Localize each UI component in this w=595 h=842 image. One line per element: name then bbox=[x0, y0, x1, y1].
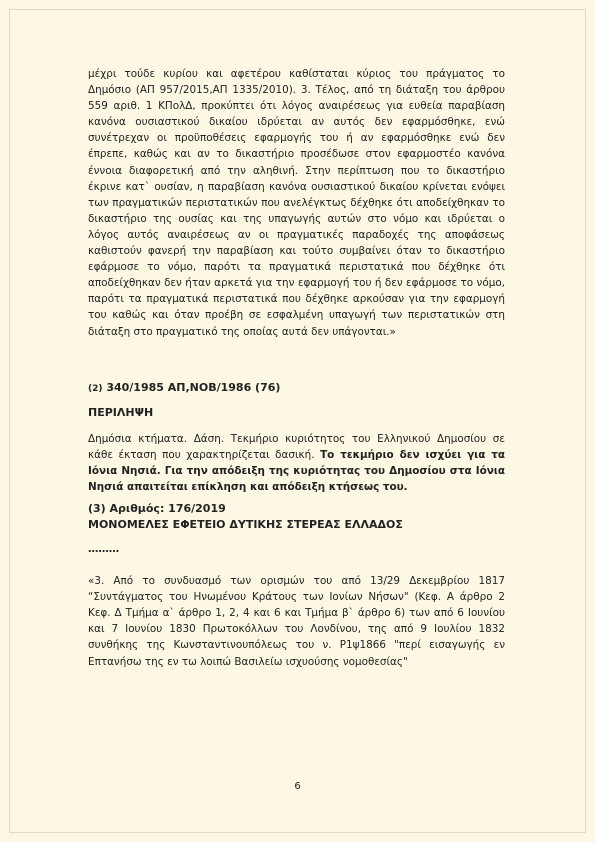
page-number: 6 bbox=[294, 781, 301, 792]
page-content bbox=[88, 66, 505, 670]
summary-paragraph bbox=[88, 431, 505, 495]
case-number: (2) bbox=[88, 383, 103, 394]
case-citation: 340/1985 ΑΠ,ΝΟΒ/1986 (76) bbox=[102, 380, 281, 394]
case-heading-3: (3) Αριθμός: 176/2019 bbox=[88, 501, 226, 515]
ellipsis: ……… bbox=[88, 542, 120, 555]
summary-heading: ΠΕΡΙΛΗΨΗ bbox=[88, 405, 154, 419]
body-paragraph: μέχρι τούδε κυρίου και αφετέρου καθίσταται κύριος του πράγματος το Δημόσιο (ΑΠ 957/2015,ΑΠ 1335/2010). 3. Τέλος, από τη διάταξη του άρθρου 559 αριθ. 1 ΚΠολΔ, προκύπτει ότι λόγος αναιρέσεως για ευθεία παραβίαση κανόνα ουσιαστικού δικαίου ιδρύεται αν αυτός δεν εφαρμόσθηκε, ενώ συνέτρεχαν οι προϋποθέσεις εφαρμογής του ή αν εφαρμόσθηκε ενώ δεν έπρεπε, καθώς και αν το δικαστήριο προσέδωσε στον εφαρμοστέο κανόνα έννοια διαφορετική από την αληθινή. Στην περίπτωση που το δικαστήριο έκρινε κατ` ουσίαν, η παραβίαση κανόνα ουσιαστικού δικαίου κρίνεται ενόψει των πραγματικών περιστατικών που ανελέγκτως δέχθηκε ότι αποδείχθηκαν το δικαστήριο της ουσίας και της υπαγωγής αυτών στο νόμο και ιδρύεται ο λόγος αυτός αναιρέσεως αν οι πραγματικές παραδοχές της αποφάσεως καθιστούν φανερή την παραβίαση και τούτο συμβαίνει όταν το δικαστήριο εφάρμοσε το νόμο, παρότι τα πραγματικά περιστατικά που δέχθηκε ότι αποδείχθηκαν δεν ήταν αρκετά για την εφαρμογή του ή δεν εφάρμοσε το νόμο, παρότι τα πραγματικά περιστατικά που δέχθηκε αρκούσαν για την εφαρμογή του καθώς και όταν προέβη σε εσφαλμένη υπαγωγή των περιστατικών στη διάταξη στο πραγματικό της οποίας αυτά δεν υπάγονται.» bbox=[88, 68, 505, 338]
quote-paragraph: «3. Από το συνδυασμό των ορισμών του από 13/29 Δεκεμβρίου 1817 “Συντάγματος του Ηνωμένου Κράτους των Ιονίων Νήσων" (Κεφ. Α άρθρο 2 Κεφ. Δ Τμήμα α` άρθρο 1, 2, 4 και 6 και Τμήμα β` άρθρο 6) των από 6 Ιουνίου και 7 Ιουνίου 1830 Πρωτοκόλλων του Λονδίνου, της από 9 Ιουλίου 1832 συνθήκης της Κωνσταντινουπόλεως του ν. Ρ1ψ1866 "περί εισαγωγής εν Επτανήσω της εν τω λοιπώ Βασιλείω ισχυούσης νομοθεσίας" bbox=[88, 575, 505, 668]
court-name: ΜΟΝΟΜΕΛΕΣ ΕΦΕΤΕΙΟ ΔΥΤΙΚΗΣ ΣΤΕΡΕΑΣ ΕΛΛΑΔΟΣ bbox=[88, 517, 403, 531]
summary-bold-text: Το τεκμήριο δεν ισχύει για τα Ιόνια Νησιά. Για την απόδειξη της κυριότητας του Δημοσίου στα Ιόνια Νησιά απαιτείται επίκληση και απόδειξη κτήσεως του. bbox=[88, 448, 505, 493]
case-heading-2 bbox=[88, 380, 505, 397]
summary-text: Δημόσια κτήματα. Δάση. Τεκμήριο κυριότητος του Ελληνικού Δημοσίου σε κάθε έκταση που χαρακτηρίζεται δασική. bbox=[88, 432, 505, 461]
